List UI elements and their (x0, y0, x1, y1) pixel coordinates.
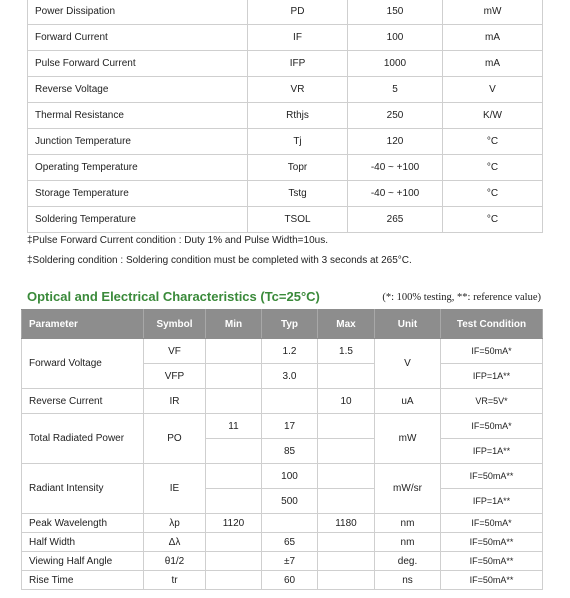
table-row (22, 389, 543, 414)
typ-cell (262, 389, 318, 414)
condition-cell: IFP=1A** (441, 489, 543, 514)
typ-cell: 85 (262, 439, 318, 464)
col-header-unit: Unit (375, 310, 441, 339)
table-row (28, 207, 543, 233)
optical-characteristics-table (21, 309, 543, 590)
unit-cell: V (375, 339, 441, 389)
table-row (28, 155, 543, 181)
col-header-condition: Test Condition (441, 310, 543, 339)
min-cell (206, 339, 262, 364)
table-row (28, 0, 543, 25)
typ-cell: 65 (262, 533, 318, 552)
max-cell (318, 552, 375, 571)
symbol-cell: tr (144, 571, 206, 590)
param-cell: Radiant Intensity (22, 464, 144, 514)
max-cell (318, 414, 375, 439)
condition-cell: IF=50mA* (441, 514, 543, 533)
param-cell: Forward Current (28, 25, 248, 51)
pulse-current-note: ‡Pulse Forward Current condition : Duty 1% and Pulse Width=10us. (27, 235, 328, 246)
condition-cell: IF=50mA* (441, 414, 543, 439)
typ-cell: 3.0 (262, 364, 318, 389)
min-cell (206, 439, 262, 464)
unit-cell: °C (443, 207, 543, 233)
symbol-cell: λp (144, 514, 206, 533)
symbol-cell: Δλ (144, 533, 206, 552)
table-row (22, 514, 543, 533)
unit-cell: mA (443, 51, 543, 77)
param-cell: Pulse Forward Current (28, 51, 248, 77)
symbol-cell: VFP (144, 364, 206, 389)
table-row (22, 464, 543, 489)
typ-cell: ±7 (262, 552, 318, 571)
param-cell: Junction Temperature (28, 129, 248, 155)
symbol-cell: VR (248, 77, 348, 103)
value-cell: 120 (348, 129, 443, 155)
unit-cell: °C (443, 155, 543, 181)
max-cell: 10 (318, 389, 375, 414)
typ-cell: 500 (262, 489, 318, 514)
symbol-cell: θ1/2 (144, 552, 206, 571)
max-cell (318, 364, 375, 389)
table-row (28, 103, 543, 129)
max-cell (318, 571, 375, 590)
min-cell: 1120 (206, 514, 262, 533)
param-cell: Forward Voltage (22, 339, 144, 389)
value-cell: 150 (348, 0, 443, 25)
param-cell: Rise Time (22, 571, 144, 590)
param-cell: Reverse Voltage (28, 77, 248, 103)
value-cell: 100 (348, 25, 443, 51)
symbol-cell: Rthjs (248, 103, 348, 129)
max-cell: 1.5 (318, 339, 375, 364)
param-cell: Operating Temperature (28, 155, 248, 181)
condition-cell: IF=50mA** (441, 552, 543, 571)
typ-cell (262, 514, 318, 533)
unit-cell: mW (443, 0, 543, 25)
testing-legend: (*: 100% testing, **: reference value) (382, 292, 541, 303)
unit-cell: K/W (443, 103, 543, 129)
param-cell: Reverse Current (22, 389, 144, 414)
unit-cell: V (443, 77, 543, 103)
value-cell: 250 (348, 103, 443, 129)
unit-cell: ns (375, 571, 441, 590)
unit-cell: °C (443, 181, 543, 207)
condition-cell: IF=50mA** (441, 533, 543, 552)
typ-cell: 17 (262, 414, 318, 439)
condition-cell: IFP=1A** (441, 439, 543, 464)
col-header-max: Max (318, 310, 375, 339)
absolute-ratings-table (27, 0, 543, 233)
max-cell: 1180 (318, 514, 375, 533)
symbol-cell: VF (144, 339, 206, 364)
symbol-cell: IF (248, 25, 348, 51)
col-header-typ: Typ (262, 310, 318, 339)
param-cell: Viewing Half Angle (22, 552, 144, 571)
symbol-cell: PD (248, 0, 348, 25)
table-row (22, 414, 543, 439)
unit-cell: °C (443, 129, 543, 155)
condition-cell: IFP=1A** (441, 364, 543, 389)
param-cell: Total Radiated Power (22, 414, 144, 464)
unit-cell: mW (375, 414, 441, 464)
symbol-cell: Topr (248, 155, 348, 181)
max-cell (318, 533, 375, 552)
table-row (28, 51, 543, 77)
section-title: Optical and Electrical Characteristics (Tc=25°C) (27, 289, 320, 304)
col-header-symbol: Symbol (144, 310, 206, 339)
soldering-note: ‡Soldering condition : Soldering condition must be completed with 3 seconds at 265°C. (27, 255, 412, 266)
typ-cell: 1.2 (262, 339, 318, 364)
value-cell: 5 (348, 77, 443, 103)
param-cell: Half Width (22, 533, 144, 552)
table-row (28, 181, 543, 207)
max-cell (318, 464, 375, 489)
param-cell: Thermal Resistance (28, 103, 248, 129)
min-cell (206, 364, 262, 389)
min-cell (206, 489, 262, 514)
unit-cell: uA (375, 389, 441, 414)
table-row (22, 533, 543, 552)
symbol-cell: Tj (248, 129, 348, 155)
symbol-cell: IR (144, 389, 206, 414)
symbol-cell: Tstg (248, 181, 348, 207)
condition-cell: VR=5V* (441, 389, 543, 414)
param-cell: Peak Wavelength (22, 514, 144, 533)
value-cell: -40 ~ +100 (348, 155, 443, 181)
min-cell (206, 389, 262, 414)
min-cell (206, 571, 262, 590)
condition-cell: IF=50mA** (441, 464, 543, 489)
table-row (28, 129, 543, 155)
symbol-cell: IE (144, 464, 206, 514)
param-cell: Soldering Temperature (28, 207, 248, 233)
table-row (28, 77, 543, 103)
param-cell: Power Dissipation (28, 0, 248, 25)
symbol-cell: TSOL (248, 207, 348, 233)
unit-cell: deg. (375, 552, 441, 571)
unit-cell: nm (375, 514, 441, 533)
min-cell (206, 464, 262, 489)
col-header-min: Min (206, 310, 262, 339)
unit-cell: mA (443, 25, 543, 51)
table-row (22, 339, 543, 364)
condition-cell: IF=50mA* (441, 339, 543, 364)
value-cell: 265 (348, 207, 443, 233)
typ-cell: 60 (262, 571, 318, 590)
table-row (22, 552, 543, 571)
unit-cell: mW/sr (375, 464, 441, 514)
unit-cell: nm (375, 533, 441, 552)
min-cell: 11 (206, 414, 262, 439)
param-cell: Storage Temperature (28, 181, 248, 207)
max-cell (318, 489, 375, 514)
symbol-cell: IFP (248, 51, 348, 77)
value-cell: -40 ~ +100 (348, 181, 443, 207)
typ-cell: 100 (262, 464, 318, 489)
table-row (28, 25, 543, 51)
symbol-cell: PO (144, 414, 206, 464)
min-cell (206, 552, 262, 571)
max-cell (318, 439, 375, 464)
header-row (22, 310, 543, 339)
min-cell (206, 533, 262, 552)
col-header-parameter: Parameter (22, 310, 144, 339)
value-cell: 1000 (348, 51, 443, 77)
condition-cell: IF=50mA** (441, 571, 543, 590)
table-row (22, 571, 543, 590)
